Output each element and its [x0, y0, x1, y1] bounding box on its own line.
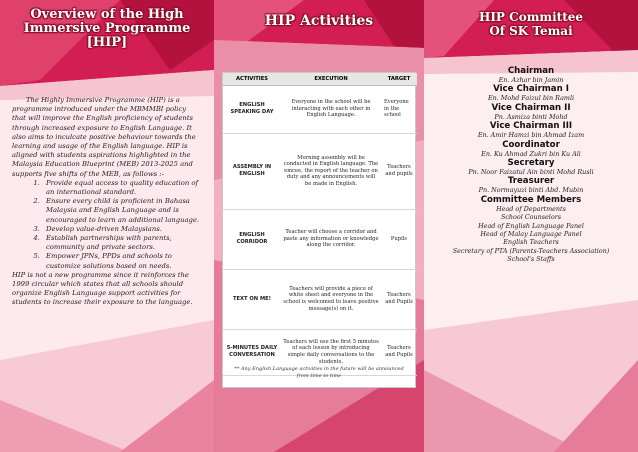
target-cell: Teachers and Pupils — [381, 269, 417, 329]
activity-cell: ASSEMBLY IN ENGLISH — [223, 133, 281, 209]
committee-list — [430, 66, 632, 264]
activities-panel — [214, 0, 424, 452]
chairman-label: Chairman — [507, 66, 555, 76]
treasurer-name: Pn. Normayuzi binti Abd. Mubin — [478, 186, 584, 195]
vice-chairman-1-name: En. Mohd Faizul bin Ramli — [487, 94, 575, 103]
committee-panel — [424, 0, 638, 452]
execution-cell: Morning assembly will be conducted in English language. The emcee, the report of the teacher on duty and any announcements will be made in English. — [281, 133, 381, 209]
chairman-name: En. Azhar bin Jamin — [498, 76, 564, 84]
execution-cell: Teacher will choose a corridor and paste any information or knowledge along the corridor. — [281, 209, 381, 269]
vice-chairman-2-name: Pn. Asmiza binti Mohd — [494, 112, 568, 121]
secretary-label: Secretary — [507, 158, 555, 169]
activity-cell: TEXT ON ME! — [223, 269, 281, 329]
overview-title: Overview of the High Immersive Programme [HIP] — [23, 7, 191, 50]
activity-cell: ENGLISH SPEAKING DAY — [223, 85, 281, 133]
list-item: 2. Ensure every child is proficient in Bahasa Malaysia and English Language and is encouraged to learn an additional language. — [42, 197, 202, 225]
execution-cell: Teachers will use the first 5 minutes of each lesson by introducing simple daily conversations to the students. — [281, 329, 381, 375]
secretary-name: Pn. Noor Faizatul Ain binti Mohd Rusli — [468, 168, 594, 177]
list-item: 3. Develop value-driven Malaysians. — [42, 225, 202, 234]
closing-paragraph: HIP is not a new programme since it reinforces the 1999 circular which states that all schools should organize English Language support activities for students to increase their exposure to the language. — [12, 270, 193, 307]
target-cell: Teachers and Pupils — [381, 329, 417, 375]
shifts-list — [42, 179, 202, 271]
activities-table — [223, 73, 417, 376]
member-item: English Teachers — [503, 238, 559, 247]
table-header-row — [223, 73, 417, 85]
execution-cell: Teachers will provide a piece of white sheet and everyone in the school is welcomed to leave positive message(s) on it. — [281, 269, 381, 329]
target-cell: Everyone in the school — [381, 85, 417, 133]
treasurer-label: Treasurer — [507, 176, 555, 187]
target-cell: Teachers and pupils — [381, 133, 417, 209]
member-item: Secretary of PTA (Parents-Teachers Association) — [452, 246, 610, 255]
table-row — [223, 209, 417, 269]
member-item: School's Staffs — [507, 255, 555, 264]
table-row — [223, 269, 417, 329]
member-item: School Counselors — [500, 213, 562, 222]
list-item: 1. Provide equal access to quality education of an international standard. — [42, 179, 202, 197]
table-row — [223, 133, 417, 209]
list-item: 4. Establish partnerships with parents, community and private sectors. — [42, 234, 202, 252]
activity-cell: ENGLISH CORRIDOR — [223, 209, 281, 269]
vice-chairman-2-label: Vice Chairman II — [491, 102, 571, 113]
column-header-execution: EXECUTION — [281, 73, 381, 85]
list-item: 5. Empower JPNs, PPDs and schools to customize solutions based on needs. — [42, 252, 202, 270]
footnote: ** Any English Language activities in the future will be announced from time to time — [234, 366, 404, 379]
overview-panel — [0, 0, 214, 452]
member-item: Head of Departments — [496, 204, 566, 213]
target-cell: Pupils — [381, 209, 417, 269]
table-row — [223, 85, 417, 133]
member-item: Head of English Language Panel — [478, 221, 584, 230]
execution-cell: Everyone in the school will be interacting with each other in English Language. — [281, 85, 381, 133]
committee-members-label: Committee Members — [480, 194, 582, 205]
intro-paragraph: The Highly Immersive Programme (HIP) is a programme introduced under the MBMMBI policy that will improve the English proficiency of students through increased exposure to English Language. It also aims to inculcate positive behaviour towards the learning and usage of the English language. HIP is aligned with students aspirations highlighted in the Malaysia Education Blueprint (MEB) 2013-2025 and supports five shifts of the MEB, as follows :- — [12, 96, 196, 178]
coordinator-label: Coordinator — [502, 139, 560, 150]
column-header-activities: ACTIVITIES — [223, 73, 281, 85]
vice-chairman-3-label: Vice Chairman III — [489, 121, 573, 132]
activity-cell: 5-MINUTES DAILY CONVERSATION — [223, 329, 281, 375]
coordinator-name: En. Ku Ahmad Zukri bin Ku Ali — [481, 149, 581, 158]
activities-title: HIP Activities — [264, 13, 374, 29]
committee-title: HIP Committee Of SK Temai — [478, 10, 583, 38]
activities-table-card — [222, 72, 416, 388]
overview-text — [12, 96, 202, 308]
member-item: Head of Malay Language Panel — [480, 230, 582, 239]
column-header-target: TARGET — [381, 73, 417, 85]
vice-chairman-1-label: Vice Chairman I — [493, 84, 569, 95]
vice-chairman-3-name: En. Amir Hamzi bin Ahmad Izam — [477, 131, 585, 140]
